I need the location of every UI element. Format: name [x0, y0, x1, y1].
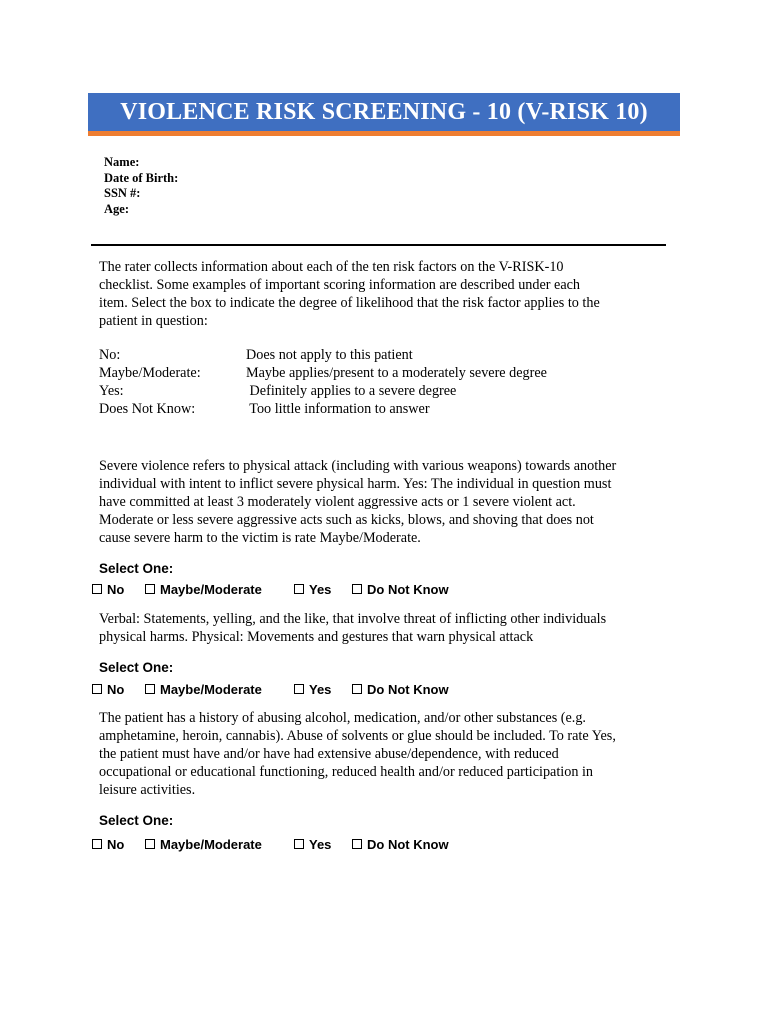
item-3-option-yes[interactable]: [294, 835, 331, 853]
patient-info: [104, 155, 178, 217]
option-label: Maybe/Moderate: [160, 836, 262, 852]
option-label: Do Not Know: [367, 836, 449, 852]
item-3-option-maybe-moderate[interactable]: [145, 835, 262, 853]
item-1-line: Severe violence refers to physical attack (including with various weapons) towards another: [99, 458, 617, 474]
item-2-line: Verbal: Statements, yelling, and the like, that involve threat of inflicting other individuals: [99, 611, 607, 627]
page-title: VIOLENCE RISK SCREENING - 10 (V-RISK 10): [120, 98, 648, 125]
item-1-option-yes[interactable]: [294, 580, 331, 598]
item-2-select-label: Select One:: [99, 660, 174, 675]
legend-term: Yes:: [99, 383, 124, 399]
item-3-line: occupational or educational functioning, reduced health and/or reduced participation in: [99, 764, 594, 780]
legend-definition: Does not apply to this patient: [246, 347, 413, 363]
option-label: Do Not Know: [367, 581, 449, 597]
checkbox-icon[interactable]: [92, 839, 102, 849]
item-3-select-label: Select One:: [99, 813, 174, 828]
item-1-option-no[interactable]: [92, 580, 124, 598]
checkbox-icon[interactable]: [92, 684, 102, 694]
legend-term: Maybe/Moderate:: [99, 365, 201, 381]
option-label: Do Not Know: [367, 681, 449, 697]
item-3-option-no[interactable]: [92, 835, 124, 853]
option-label: Yes: [309, 836, 332, 852]
checkbox-icon[interactable]: [294, 584, 304, 594]
checkbox-icon[interactable]: [294, 684, 304, 694]
checkbox-icon[interactable]: [352, 684, 362, 694]
item-1-description: [99, 457, 664, 547]
option-label: Maybe/Moderate: [160, 681, 262, 697]
intro-line: item. Select the box to indicate the degree of likelihood that the risk factor applies to the: [99, 295, 600, 311]
item-1-select-label: Select One:: [99, 561, 174, 576]
legend-definition: Too little information to answer: [246, 401, 430, 417]
item-1-option-do-not-know[interactable]: [352, 580, 449, 598]
item-2-option-maybe-moderate[interactable]: [145, 680, 262, 698]
intro-line: The rater collects information about each of the ten risk factors on the V-RISK-10: [99, 259, 564, 275]
checkbox-icon[interactable]: [92, 584, 102, 594]
item-3-option-do-not-know[interactable]: [352, 835, 449, 853]
item-3-line: amphetamine, heroin, cannabis). Abuse of solvents or glue should be included. To rate Yes,: [99, 728, 616, 744]
intro-paragraph: [99, 258, 664, 330]
checkbox-icon[interactable]: [352, 839, 362, 849]
title-banner: [88, 93, 680, 136]
section-divider: [91, 244, 666, 246]
item-1-line: Moderate or less severe aggressive acts such as kicks, blows, and shoving that does not: [99, 512, 594, 528]
legend-definition: Maybe applies/present to a moderately severe degree: [246, 365, 547, 381]
option-label: No: [107, 836, 125, 852]
intro-line: patient in question:: [99, 313, 208, 329]
item-1-option-maybe-moderate[interactable]: [145, 580, 262, 598]
item-3-line: the patient must have and/or have had extensive abuse/dependence, with reduced: [99, 746, 559, 762]
ssn-label: SSN #:: [104, 186, 141, 200]
date-of-birth-label: Date of Birth:: [104, 170, 179, 185]
checkbox-icon[interactable]: [145, 839, 155, 849]
age-label: Age:: [104, 201, 129, 216]
item-2-line: physical harms. Physical: Movements and gestures that warn physical attack: [99, 629, 534, 645]
checkbox-icon[interactable]: [352, 584, 362, 594]
item-2-option-no[interactable]: [92, 680, 124, 698]
legend-term: No:: [99, 347, 121, 363]
option-label: Maybe/Moderate: [160, 581, 262, 597]
option-label: Yes: [309, 581, 332, 597]
name-label: Name:: [104, 155, 140, 169]
option-label: No: [107, 681, 125, 697]
item-1-line: individual with intent to inflict severe physical harm. Yes: The individual in question must: [99, 476, 612, 492]
legend-term: Does Not Know:: [99, 401, 196, 417]
item-1-line: cause severe harm to the victim is rate Maybe/Moderate.: [99, 530, 421, 546]
checkbox-icon[interactable]: [145, 584, 155, 594]
checkbox-icon[interactable]: [294, 839, 304, 849]
item-3-line: The patient has a history of abusing alcohol, medication, and/or other substances (e.g.: [99, 710, 586, 726]
option-label: No: [107, 581, 125, 597]
option-label: Yes: [309, 681, 332, 697]
legend-definition: Definitely applies to a severe degree: [246, 383, 457, 399]
item-3-description: [99, 709, 664, 799]
checkbox-icon[interactable]: [145, 684, 155, 694]
item-2-option-do-not-know[interactable]: [352, 680, 449, 698]
item-1-line: have committed at least 3 moderately violent aggressive acts or 1 severe violent act.: [99, 494, 576, 510]
item-3-line: leisure activities.: [99, 782, 196, 798]
item-2-option-yes[interactable]: [294, 680, 331, 698]
intro-line: checklist. Some examples of important scoring information are described under each: [99, 277, 581, 293]
item-2-description: [99, 610, 664, 646]
